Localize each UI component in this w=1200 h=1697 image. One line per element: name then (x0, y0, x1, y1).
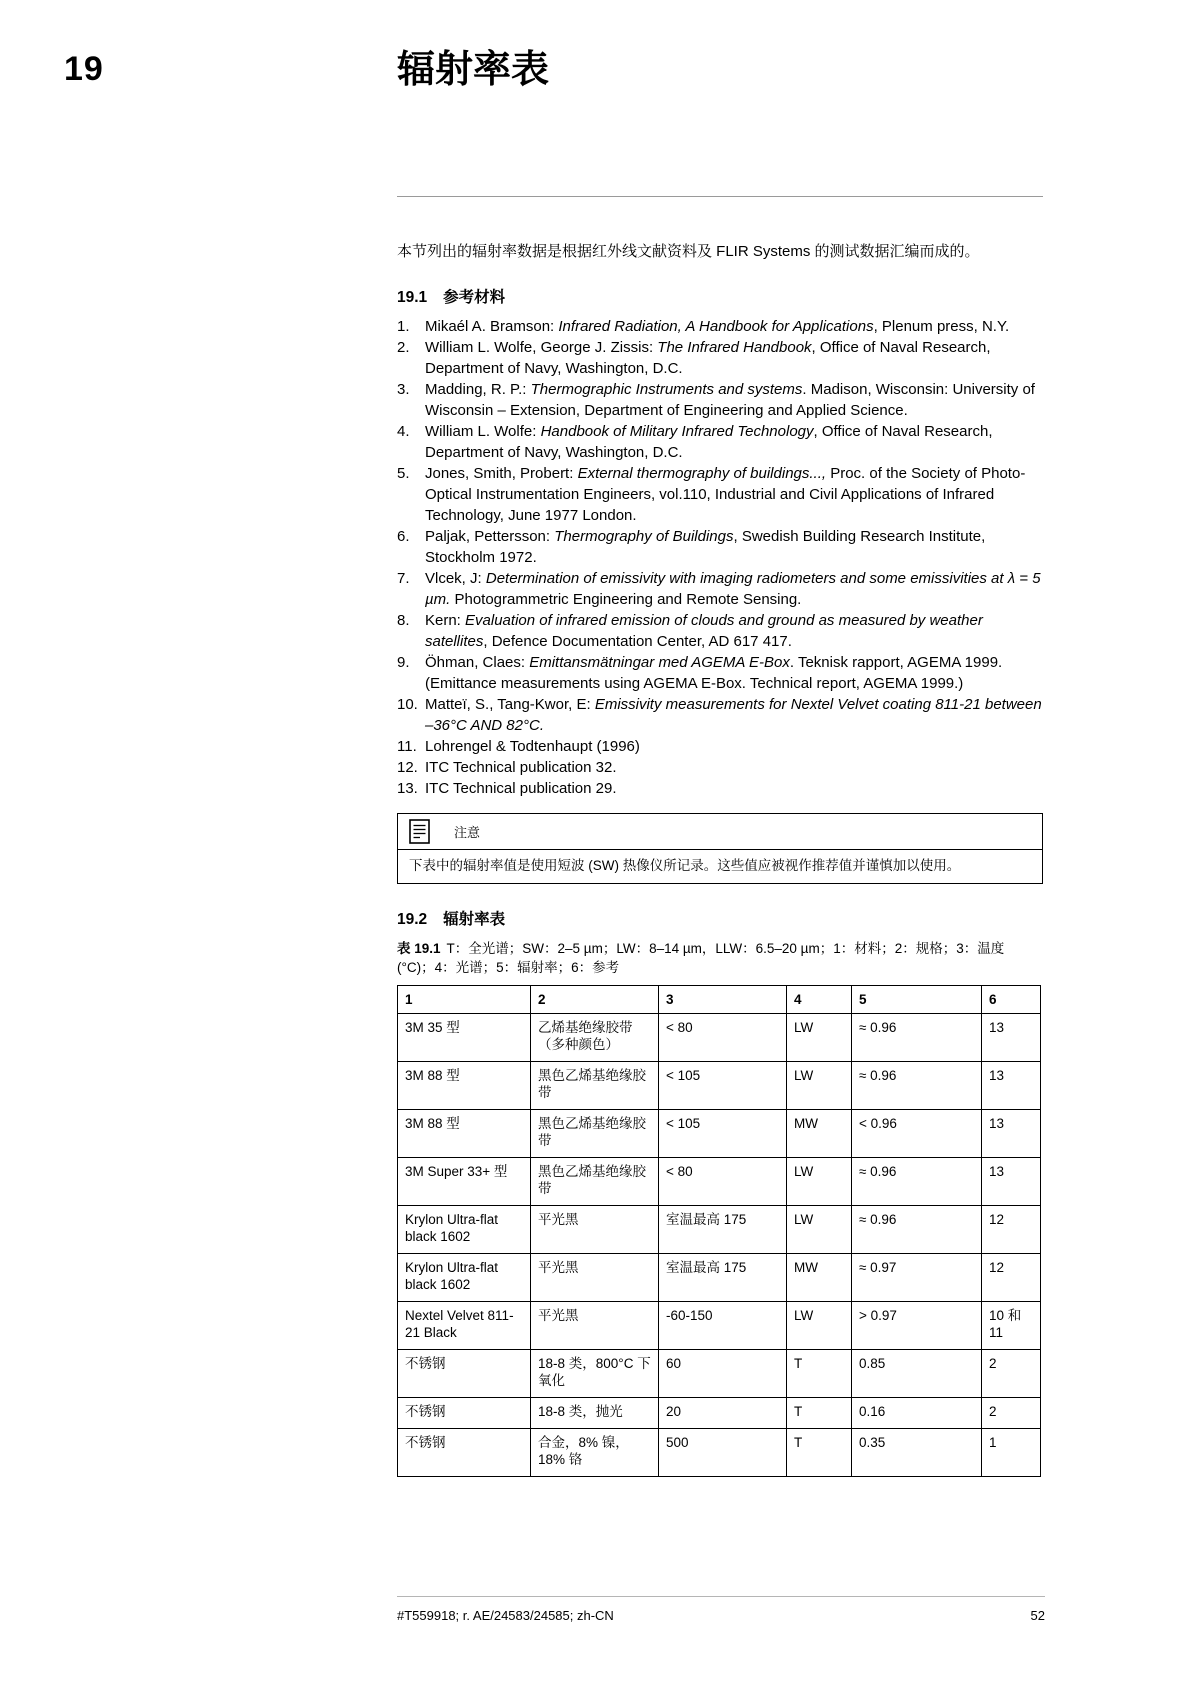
page-content (397, 46, 1043, 1477)
table-row (398, 1062, 1041, 1110)
emissivity-table-head (398, 986, 1041, 1014)
footer-page-number: 52 (1030, 1608, 1045, 1623)
note-header (398, 814, 1042, 850)
table-row (398, 1014, 1041, 1062)
reference-number: 7. (397, 570, 410, 587)
reference-item (397, 610, 1043, 652)
table-header-cell: 2 (531, 986, 659, 1014)
table-cell: 不锈钢 (398, 1398, 531, 1429)
table-cell: T (787, 1398, 852, 1429)
table-cell: 不锈钢 (398, 1350, 531, 1398)
reference-number: 9. (397, 654, 410, 671)
emissivity-table-body (398, 1014, 1041, 1477)
table-cell: 13 (982, 1014, 1041, 1062)
table-cell: Krylon Ultra-flat black 1602 (398, 1206, 531, 1254)
table-cell: -60-150 (659, 1302, 787, 1350)
table-cell: 1 (982, 1429, 1041, 1477)
table-row (398, 1158, 1041, 1206)
table-header-cell: 4 (787, 986, 852, 1014)
reference-text: Vlcek, J: Determination of emissivity with imaging radiometers and some emissivities at λ = 5 µm. Photogrammetric Engineering and Remote Sensing. (425, 570, 1041, 608)
table-cell: LW (787, 1302, 852, 1350)
table-cell: 20 (659, 1398, 787, 1429)
table-caption-label: 表 19.1 (397, 941, 441, 956)
table-cell: 室温最高 175 (659, 1206, 787, 1254)
reference-text: Lohrengel & Todtenhaupt (1996) (425, 738, 640, 755)
reference-number: 8. (397, 612, 410, 629)
table-cell: 不锈钢 (398, 1429, 531, 1477)
table-cell: LW (787, 1014, 852, 1062)
table-cell: ≈ 0.96 (852, 1014, 982, 1062)
reference-number: 5. (397, 465, 410, 482)
table-cell: 0.35 (852, 1429, 982, 1477)
table-cell: 平光黑 (531, 1206, 659, 1254)
reference-number: 4. (397, 423, 410, 440)
section-number: 19.1 (397, 289, 428, 306)
reference-item (397, 463, 1043, 526)
reference-number: 10. (397, 696, 418, 713)
table-cell: 2 (982, 1398, 1041, 1429)
reference-text: Mikaél A. Bramson: Infrared Radiation, A Handbook for Applications, Plenum press, N.Y. (425, 318, 1010, 335)
table-cell: 13 (982, 1062, 1041, 1110)
reference-item (397, 421, 1043, 463)
reference-text: Kern: Evaluation of infrared emission of clouds and ground as measured by weather satellites, Defence Documentation Center, AD 617 417. (425, 612, 983, 650)
table-cell: LW (787, 1206, 852, 1254)
table-row (398, 1350, 1041, 1398)
table-cell: 黑色乙烯基绝缘胶带 (531, 1158, 659, 1206)
reference-text: Jones, Smith, Probert: External thermography of buildings..., Proc. of the Society of Photo-Optical Instrumentation Engineers, vol.110, Industrial and Civil Applications of Infrared Technology, June 1977 London. (425, 465, 1026, 524)
table-header-cell: 6 (982, 986, 1041, 1014)
reference-item (397, 778, 1043, 799)
reference-item (397, 379, 1043, 421)
table-row (398, 1206, 1041, 1254)
section-heading-19-2 (397, 907, 1043, 929)
table-cell: T (787, 1350, 852, 1398)
table-cell: 3M 88 型 (398, 1110, 531, 1158)
emissivity-table (397, 985, 1041, 1477)
table-cell: LW (787, 1158, 852, 1206)
reference-text: ITC Technical publication 32. (425, 759, 617, 776)
table-cell: 合金，8% 镍，18% 铬 (531, 1429, 659, 1477)
table-cell: 60 (659, 1350, 787, 1398)
reference-text: William L. Wolfe: Handbook of Military Infrared Technology, Office of Naval Research, Department of Navy, Washington, D.C. (425, 423, 993, 461)
reference-text: Öhman, Claes: Emittansmätningar med AGEMA E-Box. Teknisk rapport, AGEMA 1999. (Emittance measurements using AGEMA E-Box. Technical report, AGEMA 1999.) (425, 654, 1003, 692)
table-cell: 12 (982, 1254, 1041, 1302)
reference-item (397, 568, 1043, 610)
table-header-cell: 1 (398, 986, 531, 1014)
reference-item (397, 736, 1043, 757)
table-cell: < 80 (659, 1158, 787, 1206)
reference-list (397, 316, 1043, 799)
table-cell: 13 (982, 1158, 1041, 1206)
table-header-row (398, 986, 1041, 1014)
table-cell: ≈ 0.96 (852, 1062, 982, 1110)
table-header-cell: 5 (852, 986, 982, 1014)
reference-text: William L. Wolfe, George J. Zissis: The Infrared Handbook, Office of Naval Research, Department of Navy, Washington, D.C. (425, 339, 991, 377)
reference-number: 3. (397, 381, 410, 398)
table-cell: < 0.96 (852, 1110, 982, 1158)
table-cell: 18-8 类，800°C 下氧化 (531, 1350, 659, 1398)
intro-paragraph: 本节列出的辐射率数据是根据红外线文献资料及 FLIR Systems 的测试数据汇编而成的。 (397, 243, 980, 260)
table-cell: 13 (982, 1110, 1041, 1158)
reference-item (397, 316, 1043, 337)
footer-document-id: #T559918; r. AE/24583/24585; zh-CN (397, 1608, 614, 1623)
reference-item (397, 337, 1043, 379)
reference-number: 12. (397, 759, 418, 776)
reference-item (397, 526, 1043, 568)
reference-number: 11. (397, 738, 417, 755)
table-cell: > 0.97 (852, 1302, 982, 1350)
note-box (397, 813, 1043, 884)
section-heading-19-1 (397, 285, 1043, 307)
reference-text: Matteï, S., Tang-Kwor, E: Emissivity measurements for Nextel Velvet coating 811-21 between –36°C AND 82°C. (425, 696, 1042, 734)
table-cell: 18-8 类，抛光 (531, 1398, 659, 1429)
table-cell: 3M Super 33+ 型 (398, 1158, 531, 1206)
table-cell: 2 (982, 1350, 1041, 1398)
table-cell: ≈ 0.97 (852, 1254, 982, 1302)
table-row (398, 1302, 1041, 1350)
reference-text: ITC Technical publication 29. (425, 780, 617, 797)
chapter-number: 19 (64, 50, 104, 88)
reference-item (397, 757, 1043, 778)
table-cell: LW (787, 1062, 852, 1110)
footer-divider (397, 1596, 1045, 1597)
table-cell: 黑色乙烯基绝缘胶带 (531, 1110, 659, 1158)
reference-item (397, 694, 1043, 736)
reference-number: 2. (397, 339, 410, 356)
table-cell: ≈ 0.96 (852, 1158, 982, 1206)
section-number: 19.2 (397, 911, 428, 928)
table-row (398, 1398, 1041, 1429)
note-icon (409, 819, 430, 844)
table-cell: 乙烯基绝缘胶带（多种颜色） (531, 1014, 659, 1062)
table-cell: MW (787, 1254, 852, 1302)
table-cell: Nextel Velvet 811-21 Black (398, 1302, 531, 1350)
table-cell: 黑色乙烯基绝缘胶带 (531, 1062, 659, 1110)
note-label: 注意 (454, 825, 481, 840)
reference-number: 13. (397, 780, 418, 797)
table-cell: 3M 35 型 (398, 1014, 531, 1062)
table-header-cell: 3 (659, 986, 787, 1014)
title-divider (397, 196, 1043, 197)
table-row (398, 1254, 1041, 1302)
table-row (398, 1429, 1041, 1477)
table-cell: 室温最高 175 (659, 1254, 787, 1302)
page-title: 辐射率表 (397, 49, 550, 91)
section-title: 参考材料 (443, 289, 506, 306)
table-cell: 平光黑 (531, 1302, 659, 1350)
table-cell: 12 (982, 1206, 1041, 1254)
table-cell: 3M 88 型 (398, 1062, 531, 1110)
reference-number: 6. (397, 528, 410, 545)
table-cell: Krylon Ultra-flat black 1602 (398, 1254, 531, 1302)
reference-text: Paljak, Pettersson: Thermography of Buildings, Swedish Building Research Institute, Stockholm 1972. (425, 528, 986, 566)
table-caption (397, 939, 1043, 977)
reference-item (397, 652, 1043, 694)
section-title: 辐射率表 (443, 911, 506, 928)
reference-text: Madding, R. P.: Thermographic Instruments and systems. Madison, Wisconsin: University of Wisconsin – Extension, Department of Engineering and Applied Science. (425, 381, 1035, 419)
table-cell: < 105 (659, 1110, 787, 1158)
table-cell: < 105 (659, 1062, 787, 1110)
table-cell: MW (787, 1110, 852, 1158)
table-row (398, 1110, 1041, 1158)
table-cell: 0.85 (852, 1350, 982, 1398)
table-cell: 0.16 (852, 1398, 982, 1429)
table-cell: < 80 (659, 1014, 787, 1062)
table-cell: T (787, 1429, 852, 1477)
table-caption-text: T：全光谱；SW：2–5 µm；LW：8–14 µm，LLW：6.5–20 µm；1：材料；2：规格；3：温度 (°C)；4：光谱；5：辐射率；6：参考 (397, 941, 1005, 975)
table-cell: ≈ 0.96 (852, 1206, 982, 1254)
table-cell: 500 (659, 1429, 787, 1477)
table-cell: 平光黑 (531, 1254, 659, 1302)
page-footer (397, 1596, 1045, 1623)
reference-number: 1. (397, 318, 410, 335)
table-cell: 10 和 11 (982, 1302, 1041, 1350)
note-text: 下表中的辐射率值是使用短波 (SW) 热像仪所记录。这些值应被视作推荐值并谨慎加以使用。 (409, 858, 961, 873)
